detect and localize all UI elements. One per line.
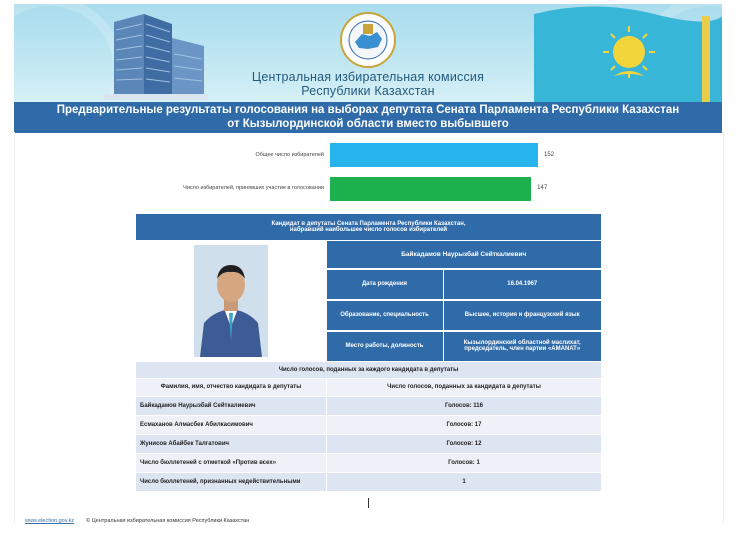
- row-name: Число бюллетеней с отметкой «Против всех»: [136, 453, 327, 472]
- winner-header-line1: Кандидат в депутаты Сената Парламента Республики Казахстан,: [271, 220, 466, 227]
- table-row: [136, 396, 601, 415]
- col-candidate-name: Фамилия, имя, отчество кандидата в депутаты: [136, 378, 327, 396]
- candidate-photo-cell: [136, 240, 327, 361]
- row-name: Есмаханов Алмасбек Абилкасимович: [136, 415, 327, 434]
- page-title-line2: от Кызылординской области вместо выбывшего: [227, 118, 509, 130]
- education-label: Образование, специальность: [327, 300, 444, 330]
- footer-copyright: © Центральная избирательная комиссия Республики Казахстан: [86, 518, 250, 524]
- cec-emblem-icon: [340, 12, 396, 68]
- site-header: [14, 4, 722, 102]
- table-row: [136, 415, 601, 434]
- row-name: Число бюллетеней, признанных недействительными: [136, 472, 327, 491]
- winner-header-line2: набравший наибольшее число голосов избирателей: [289, 226, 448, 233]
- table-row: [136, 453, 601, 472]
- total-voters-value: 152: [544, 152, 555, 158]
- col-votes: Число голосов, поданных за кандидата в депутаты: [327, 378, 602, 396]
- votes-section-row: [136, 361, 601, 378]
- work-value: Кызылординский областной маслихат, председатель, член партии «AMANAT»: [443, 331, 601, 361]
- page-title-line1: Предварительные результаты голосования на выборах депутата Сената Парламента Республики Казахстан: [56, 104, 680, 116]
- row-votes: Голосов: 1: [327, 453, 602, 472]
- row-votes: Голосов: 17: [327, 415, 602, 434]
- row-name: Байкадамов Наурызбай Сейткалиевич: [136, 396, 327, 415]
- total-voters-label: Общее число избирателей: [255, 152, 324, 158]
- winner-header: [136, 214, 601, 240]
- row-votes: Голосов: 116: [327, 396, 602, 415]
- table-row: [136, 434, 601, 453]
- work-label: Место работы, должность: [327, 331, 444, 361]
- birth-label: Дата рождения: [327, 269, 444, 299]
- commission-name-line1: Центральная избирательная комиссия: [251, 70, 485, 84]
- winner-name-row: [136, 240, 601, 268]
- birth-value: 16.04.1967: [443, 269, 601, 299]
- row-name: Жунисов Абайбек Талгатович: [136, 434, 327, 453]
- page-title: [14, 102, 722, 133]
- votes-section-title: Число голосов, поданных за каждого кандидата в депутаты: [136, 361, 601, 378]
- candidate-portrait-icon: [194, 245, 268, 357]
- row-votes: 1: [327, 472, 602, 491]
- text-cursor: [368, 498, 369, 508]
- voted-value: 147: [537, 185, 548, 191]
- voted-bar: [330, 177, 531, 201]
- candidate-photo: [194, 245, 268, 357]
- election-site-link[interactable]: www.election.gov.kz: [25, 518, 75, 524]
- row-votes: Голосов: 12: [327, 434, 602, 453]
- education-value: Высшее, история и французский язык: [443, 300, 601, 330]
- voted-label: Число избирателей, принявших участие в голосовании: [183, 185, 324, 191]
- total-voters-bar: [330, 143, 538, 167]
- table-row: [136, 472, 601, 491]
- winner-name: Байкадамов Наурызбай Сейткалиевич: [327, 240, 602, 268]
- winner-header-row: [136, 214, 601, 240]
- commission-name-line2: Республики Казахстан: [301, 84, 435, 98]
- votes-header-row: [136, 378, 601, 396]
- results-table: [136, 214, 601, 491]
